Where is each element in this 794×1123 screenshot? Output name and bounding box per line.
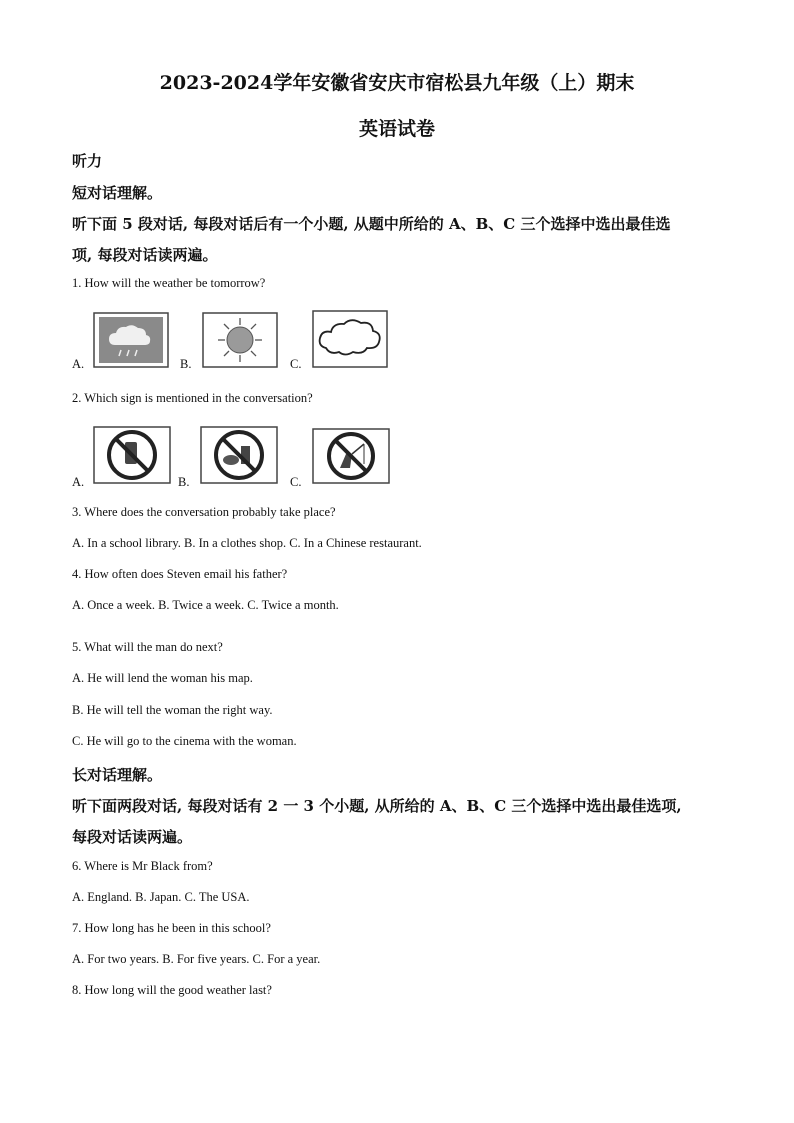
question-6: 6. Where is Mr Black from? (72, 859, 213, 873)
q1-option-a-label: A. (72, 357, 85, 371)
question-4-options: A. Once a week. B. Twice a week. C. Twice a month. (72, 598, 339, 612)
q2-option-b-label: B. (178, 475, 190, 489)
no-food-drink-sign-icon (200, 426, 278, 484)
q1-option-b-image (202, 312, 278, 368)
sun-icon (202, 312, 278, 368)
no-phone-sign-icon (93, 426, 171, 484)
q1-option-a-image (93, 312, 169, 368)
question-4: 4. How often does Steven email his father? (72, 567, 288, 581)
section-listening: 听力 (72, 152, 103, 170)
q2-option-b-image (200, 426, 278, 484)
q2-option-a-label: A. (72, 475, 85, 489)
q2-option-a-image (93, 426, 171, 484)
question-5-option-a: A. He will lend the woman his map. (72, 671, 253, 685)
q1-option-c-label: C. (290, 357, 302, 371)
short-dialogue-instructions-line1: 听下面 5 段对话, 每段对话后有一个小题, 从题中所给的 A、B、C 三个选择中选出最佳选 (72, 215, 671, 233)
q2-option-c-label: C. (290, 475, 302, 489)
cloud-icon (312, 310, 388, 368)
long-dialogue-instructions-line1: 听下面两段对话, 每段对话有 2 一 3 个小题, 从所给的 A、B、C 三个选择中选出最佳选项, (72, 797, 682, 815)
long-dialogue-instructions-line2: 每段对话读两遍。 (72, 828, 193, 846)
short-dialogue-instructions-line2: 项, 每段对话读两遍。 (72, 246, 218, 264)
q1-option-c-image (312, 310, 388, 368)
question-7: 7. How long has he been in this school? (72, 921, 271, 935)
question-2: 2. Which sign is mentioned in the conversation? (72, 391, 313, 405)
question-8: 8. How long will the good weather last? (72, 983, 272, 997)
section-long-dialogue: 长对话理解。 (72, 766, 163, 784)
question-5-option-c: C. He will go to the cinema with the woman. (72, 734, 297, 748)
question-5-option-b: B. He will tell the woman the right way. (72, 703, 273, 717)
question-6-options: A. England. B. Japan. C. The USA. (72, 890, 250, 904)
section-short-dialogue: 短对话理解。 (72, 184, 163, 202)
rain-cloud-icon (93, 312, 169, 368)
question-3: 3. Where does the conversation probably take place? (72, 505, 336, 519)
no-fishing-sign-icon (312, 428, 390, 484)
page-title: 2023-2024学年安徽省安庆市宿松县九年级（上）期末 (159, 72, 635, 94)
question-5: 5. What will the man do next? (72, 640, 223, 654)
question-1: 1. How will the weather be tomorrow? (72, 276, 266, 290)
page-subtitle: 英语试卷 (358, 118, 435, 140)
q2-option-c-image (312, 428, 390, 484)
q1-option-b-label: B. (180, 357, 192, 371)
question-3-options: A. In a school library. B. In a clothes shop. C. In a Chinese restaurant. (72, 536, 422, 550)
question-7-options: A. For two years. B. For five years. C. For a year. (72, 952, 321, 966)
